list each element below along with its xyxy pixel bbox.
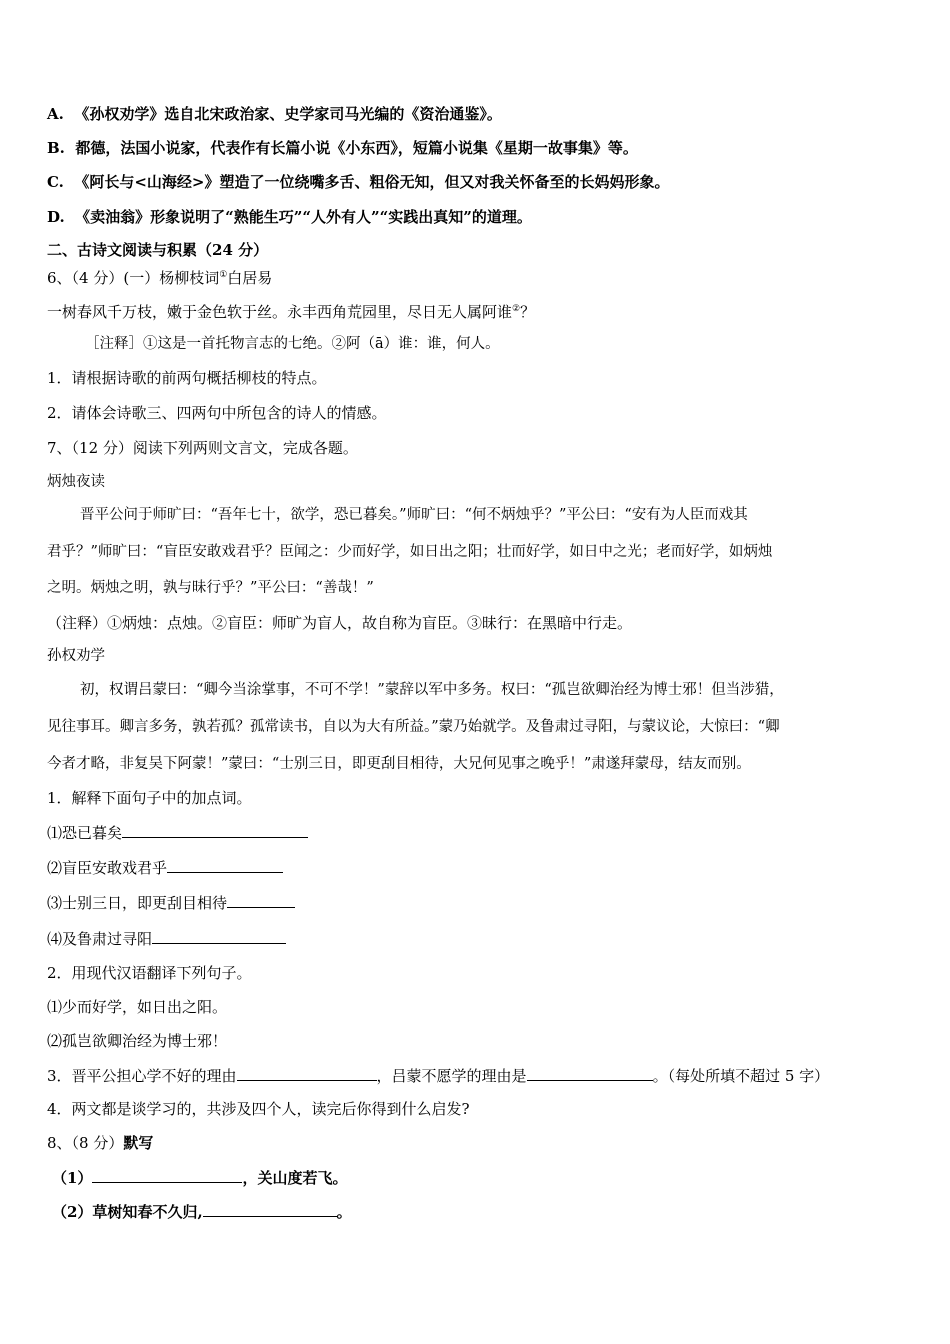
option-c: C. 《阿长与<山海经>》塑造了一位绕嘴多舌、粗俗无知，但又对我关怀备至的长妈妈形象。: [47, 173, 670, 191]
text1-line: 之明。炳烛之明，孰与昧行乎？”平公曰：“善哉！”: [47, 580, 374, 596]
text1-line: 君乎？”师旷曰：“盲臣安敢戏君乎？臣闻之：少而好学，如日出之阳；壮而好学，如日中之光；老而好学，如炳烛: [47, 544, 773, 560]
q6-note: ［注释］①这是一首托物言志的七绝。②阿（ā）谁：谁，何人。: [85, 336, 500, 352]
q6-sub1: 1．请根据诗歌的前两句概括柳枝的特点。: [47, 369, 327, 387]
q7-sub2-item: ⑵孤岂欲卿治经为博士邪！: [47, 1032, 228, 1050]
q7-sub1-item: ⑶士别三日，即更刮目相待: [47, 892, 295, 913]
q7-sub1-item: ⑷及鲁肃过寻阳: [47, 928, 286, 949]
q7-sub4: 4．两文都是谈学习的，共涉及四个人，读完后你得到什么启发?: [47, 1100, 470, 1118]
q7-sub1: 1．解释下面句子中的加点词。: [47, 789, 252, 807]
q7-sub3: 3．晋平公担心学不好的理由 ，吕蒙不愿学的理由是 。（每处所填不超过 5 字）: [47, 1067, 830, 1085]
answer-blank[interactable]: [167, 857, 283, 873]
q6-poem: 一树春风千万枝，嫩于金色软于丝。永丰西角荒园里，尽日无人属阿谁②？: [47, 303, 536, 321]
q6-heading: 6、（4 分）(一）杨柳枝词①白居易: [47, 269, 273, 287]
q7-sub1-item: ⑵盲臣安敢戏君乎: [47, 857, 283, 878]
option-b: B. 都德，法国小说家，代表作有长篇小说《小东西》，短篇小说集《星期一故事集》等。: [47, 139, 638, 157]
answer-blank[interactable]: [237, 1065, 377, 1081]
text2-line: 见往事耳。卿言多务，孰若孤？孤常读书，自以为大有所益。”蒙乃始就学。及鲁肃过寻阳，与蒙议论，大惊曰：“卿: [47, 719, 780, 735]
option-d: D. 《卖油翁》形象说明了“熟能生巧”“人外有人”“实践出真知”的道理。: [47, 208, 532, 226]
q6-sub2: 2．请体会诗歌三、四两句中所包含的诗人的情感。: [47, 404, 387, 422]
text1-title: 炳烛夜读: [47, 474, 105, 490]
section-title: 二、古诗文阅读与积累（24 分）: [47, 241, 269, 259]
text2-line: 今者才略，非复吴下阿蒙！”蒙曰：“士别三日，即更刮目相待，大兄何见事之晚乎！”肃遂拜蒙母，结友而别。: [47, 756, 751, 772]
answer-blank[interactable]: [152, 928, 286, 944]
text2-title: 孙权劝学: [47, 648, 105, 664]
text1-note: （注释）①炳烛：点烛。②盲臣：师旷为盲人，故自称为盲臣。③昧行：在黑暗中行走。: [47, 614, 633, 632]
q8-item2: （2）草树知春不久归, 。: [52, 1203, 352, 1221]
answer-blank[interactable]: [527, 1065, 653, 1081]
answer-blank[interactable]: [92, 1167, 242, 1183]
answer-blank[interactable]: [122, 822, 308, 838]
q7-sub1-item: ⑴恐已暮矣: [47, 822, 308, 843]
q8-item1: （1） ，关山度若飞。: [52, 1169, 348, 1187]
q7-sub2-item: ⑴少而好学，如日出之阳。: [47, 998, 228, 1016]
option-a: A. 《孙权劝学》选自北宋政治家、史学家司马光编的《资治通鉴》。: [47, 105, 502, 123]
answer-blank[interactable]: [227, 892, 295, 908]
text2-line: 初，权谓吕蒙曰：“卿今当涂掌事，不可不学！”蒙辞以军中多务。权曰：“孤岂欲卿治经为博士邪！但当涉猎，: [80, 682, 784, 698]
text1-line: 晋平公问于师旷曰：“吾年七十，欲学，恐已暮矣。”师旷曰：“何不炳烛乎？”平公曰：“安有为人臣而戏其: [80, 507, 748, 523]
q8-heading: 8、（8 分）默写: [47, 1134, 154, 1152]
q7-sub2: 2．用现代汉语翻译下列句子。: [47, 964, 252, 982]
answer-blank[interactable]: [203, 1201, 337, 1217]
q7-heading: 7、（12 分）阅读下列两则文言文，完成各题。: [47, 439, 358, 457]
